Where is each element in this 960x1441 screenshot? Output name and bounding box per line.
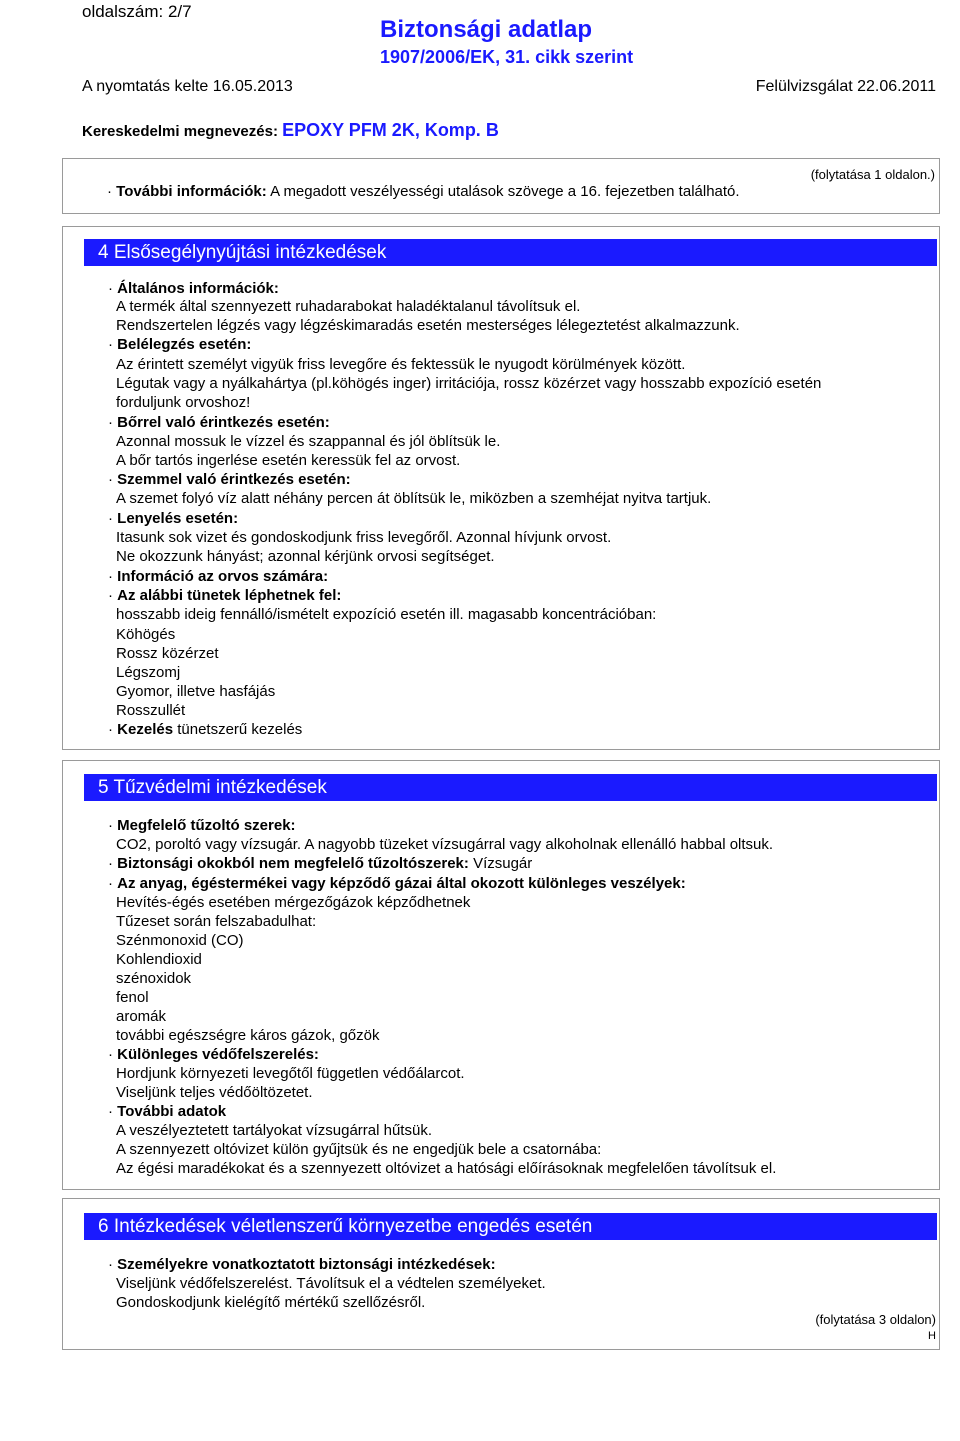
hazard-line: Tűzeset során felszabadulhat: xyxy=(116,913,317,930)
section-4-heading: 4 Elsősegélynyújtási intézkedések xyxy=(84,239,937,266)
general-info: · Általános információk: xyxy=(108,280,279,297)
further-info-line: Az égési maradékokat és a szennyezett oltóvizet a hatósági előírásoknak megfelelően távolítsuk el. xyxy=(116,1160,777,1177)
personal-precautions-label: · Személyekre vonatkoztatott biztonsági intézkedések: xyxy=(108,1256,496,1273)
ppe-line: Viseljünk teljes védőöltözetet. xyxy=(116,1084,313,1101)
hazard-line: Hevítés-égés esetében mérgezőgázok képződhetnek xyxy=(116,894,471,911)
hazard-line: fenol xyxy=(116,989,149,1006)
trade-name-value: EPOXY PFM 2K, Komp. B xyxy=(282,120,499,140)
print-date: A nyomtatás kelte 16.05.2013 xyxy=(82,78,293,95)
hazard-line: aromák xyxy=(116,1008,167,1025)
eye-label: · Szemmel való érintkezés esetén: xyxy=(108,471,351,488)
ingestion-label: · Lenyelés esetén: xyxy=(108,510,239,527)
symptom-item: Köhögés xyxy=(116,626,176,643)
symptoms-intro: hosszabb ideig fennálló/ismételt expozíció esetén ill. magasabb koncentrációban: xyxy=(116,606,657,623)
treatment-line: · Kezelés tünetszerű kezelés xyxy=(108,721,303,738)
intro-text: A megadott veszélyességi utalások szövege a 16. fejezetben található. xyxy=(270,183,740,200)
continued-from: (folytatása 1 oldalon.) xyxy=(810,167,935,182)
trade-name xyxy=(82,120,499,141)
skin-line: Azonnal mossuk le vízzel és szappannal és jól öblítsük le. xyxy=(116,433,501,450)
hazard-line: szénoxidok xyxy=(116,970,192,987)
continued-on: (folytatása 3 oldalon) xyxy=(815,1312,936,1327)
trade-name-label: Kereskedelmi megnevezés: xyxy=(82,123,278,140)
ingestion-line: Ne okozzunk hányást; azonnal kérjünk orvosi segítséget. xyxy=(116,548,495,565)
hazard-line: Kohlendioxid xyxy=(116,951,202,968)
extinguishing-line: CO2, poroltó vagy vízsugár. A nagyobb tüzeket vízsugárral vagy alkoholnak ellenálló habbal oltsuk. xyxy=(116,836,774,853)
eye-line: A szemet folyó víz alatt néhány percen át öblítsük le, miközben a szemhéjat nyitva tartjuk. xyxy=(116,490,712,507)
symptom-item: Rosszullét xyxy=(116,702,186,719)
general-info-line: Rendszertelen légzés vagy légzéskimaradás esetén mesterséges lélegeztetést alkalmazzunk. xyxy=(116,317,740,334)
inhalation-label: · Belélegzés esetén: xyxy=(108,336,252,353)
skin-label: · Bőrrel való érintkezés esetén: xyxy=(108,414,330,431)
symptom-item: Gyomor, illetve hasfájás xyxy=(116,683,276,700)
unsuitable-agents: · Biztonsági okokból nem megfelelő tűzoltószerek: Vízsugár xyxy=(108,855,533,872)
section-5-heading: 5 Tűzvédelmi intézkedések xyxy=(84,774,937,801)
general-info-line: A termék által szennyezett ruhadarabokat haladéktalanul távolítsuk el. xyxy=(116,298,581,315)
special-hazards-label: · Az anyag, égéstermékei vagy képződő gázai által okozott különleges veszélyek: xyxy=(108,875,686,892)
hazard-line: további egészségre káros gázok, gőzök xyxy=(116,1027,380,1044)
inhalation-line: Az érintett személyt vigyük friss levegőre és fektessük le nyugodt körülmények között. xyxy=(116,356,686,373)
footer-mark: H xyxy=(928,1330,936,1342)
doctor-info-label: · Információ az orvos számára: xyxy=(108,568,329,585)
ingestion-line: Itasunk sok vizet és gondoskodjunk friss levegőről. Azonnal hívjunk orvost. xyxy=(116,529,612,546)
further-info-label: · További adatok xyxy=(108,1103,227,1120)
inhalation-line: forduljunk orvoshoz! xyxy=(116,394,251,411)
revision-date: Felülvizsgálat 22.06.2011 xyxy=(755,78,936,95)
intro-box xyxy=(62,158,940,214)
ppe-label: · Különleges védőfelszerelés: xyxy=(108,1046,319,1063)
intro-line: · További információk: A megadott veszélyességi utalások szövege a 16. fejezetben található. xyxy=(107,183,740,200)
personal-precautions-line: Viseljünk védőfelszerelést. Távolítsuk el a védtelen személyeket. xyxy=(116,1275,546,1292)
extinguishing-label: · Megfelelő tűzoltó szerek: xyxy=(108,817,296,834)
symptom-item: Légszomj xyxy=(116,664,181,681)
document-subtitle: 1907/2006/EK, 31. cikk szerint xyxy=(380,47,634,67)
document-title: Biztonsági adatlap xyxy=(380,16,593,43)
ppe-line: Hordjunk környezeti levegőtől független védőálarcot. xyxy=(116,1065,465,1082)
further-info-line: A veszélyeztetett tartályokat vízsugárral hűtsük. xyxy=(116,1122,432,1139)
symptoms-label: · Az alábbi tünetek léphetnek fel: xyxy=(108,587,342,604)
intro-label: További információk: xyxy=(116,183,267,200)
skin-line: A bőr tartós ingerlése esetén keressük fel az orvost. xyxy=(116,452,461,469)
personal-precautions-line: Gondoskodjunk kielégítő mértékű szellőzésről. xyxy=(116,1294,426,1311)
page-number: oldalszám: 2/7 xyxy=(82,2,192,21)
inhalation-line: Légutak vagy a nyálkahártya (pl.köhögés inger) irritációja, rossz közérzet vagy hosszabb expozíció esetén xyxy=(116,375,822,392)
hazard-line: Szénmonoxid (CO) xyxy=(116,932,244,949)
section-6-heading: 6 Intézkedések véletlenszerű környezetbe engedés esetén xyxy=(84,1213,937,1240)
symptom-item: Rossz közérzet xyxy=(116,645,219,662)
further-info-line: A szennyezett oltóvizet külön gyűjtsük és ne engedjük bele a csatornába: xyxy=(116,1141,602,1158)
